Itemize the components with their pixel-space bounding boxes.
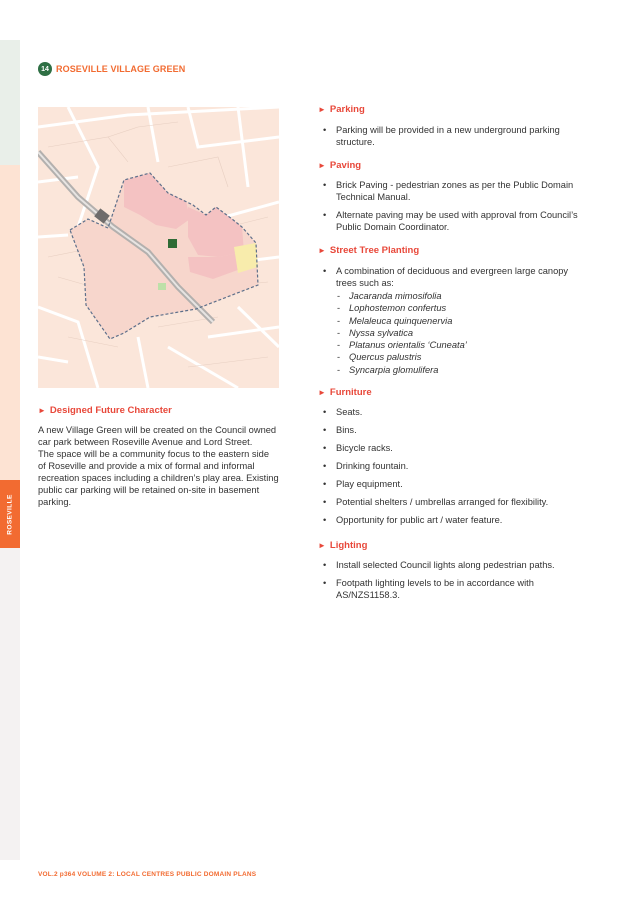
paving-title: Paving — [329, 160, 362, 171]
parking-heading — [318, 104, 365, 115]
furniture-title: Furniture — [329, 387, 372, 398]
species-list — [336, 290, 582, 376]
lighting-list — [322, 559, 582, 607]
parking-list — [322, 124, 582, 154]
side-strip-top — [0, 40, 20, 165]
list-item: • Install selected Council lights along pedestrian paths. — [322, 559, 582, 571]
heading-arrow-icon: ► — [318, 246, 326, 255]
species-item: - Melaleuca quinquenervia — [336, 315, 582, 327]
heading-arrow-icon: ► — [318, 541, 326, 550]
designed-future-character-title: Designed Future Character — [49, 405, 172, 416]
list-item — [322, 265, 582, 376]
lighting-title: Lighting — [329, 540, 368, 551]
paragraph-line: recreation spaces including a children’s play area. Existing — [38, 473, 279, 483]
street-tree-planting-list — [322, 265, 582, 382]
furniture-heading — [318, 387, 372, 398]
section-number-badge: 14 — [38, 62, 52, 76]
species-item: - Platanus orientalis ‘Cuneata’ — [336, 339, 582, 351]
section-header — [38, 62, 185, 76]
list-item: • Brick Paving - pedestrian zones as per the Public Domain Technical Manual. — [322, 179, 582, 203]
heading-arrow-icon: ► — [318, 105, 326, 114]
paving-heading — [318, 160, 361, 171]
paragraph-line: The space will be a community focus to the eastern side — [38, 449, 269, 459]
street-tree-planting-heading — [318, 245, 419, 256]
designed-future-character-heading — [38, 405, 172, 416]
list-item: • Bicycle racks. — [322, 442, 582, 454]
paving-list — [322, 179, 582, 239]
list-item: • Bins. — [322, 424, 582, 436]
designed-future-character-text — [38, 424, 300, 508]
list-item: • Potential shelters / umbrellas arranged for flexibility. — [322, 496, 582, 508]
heading-arrow-icon: ► — [318, 388, 326, 397]
species-item: - Nyssa sylvatica — [336, 327, 582, 339]
paragraph-line: car park between Roseville Avenue and Lord Street. — [38, 437, 253, 447]
list-item: • Parking will be provided in a new underground parking structure. — [322, 124, 582, 148]
heading-arrow-icon: ► — [318, 161, 326, 170]
parking-title: Parking — [329, 104, 365, 115]
side-strip-bottom — [0, 548, 20, 860]
side-strip-middle — [0, 165, 20, 480]
list-item: • Seats. — [322, 406, 582, 418]
species-item: - Jacaranda mimosifolia — [336, 290, 582, 302]
paragraph-line: of Roseville and provide a mix of formal and informal — [38, 461, 255, 471]
side-tab-label-wrap — [0, 480, 20, 548]
list-item: • Opportunity for public art / water feature. — [322, 514, 582, 526]
site-map — [38, 107, 279, 388]
lighting-heading — [318, 540, 367, 551]
species-item: - Lophostemon confertus — [336, 302, 582, 314]
side-tab-label: ROSEVILLE — [6, 493, 14, 535]
furniture-list — [322, 406, 582, 532]
section-title: ROSEVILLE VILLAGE GREEN — [56, 64, 186, 74]
site-map-drawing — [38, 107, 279, 388]
list-item: • Drinking fountain. — [322, 460, 582, 472]
paragraph-line: parking. — [38, 497, 72, 507]
species-item: - Quercus palustris — [336, 351, 582, 363]
paragraph-line: public car parking will be retained on-site in basement — [38, 485, 260, 495]
species-item: - Syncarpia glomulifera — [336, 364, 582, 376]
page-footer: VOL.2 p364 VOLUME 2: LOCAL CENTRES PUBLIC DOMAIN PLANS — [38, 871, 257, 878]
street-tree-intro: A combination of deciduous and evergreen large canopy trees such as: — [336, 266, 569, 288]
list-item: • Play equipment. — [322, 478, 582, 490]
list-item: • Alternate paving may be used with approval from Council’s Public Domain Coordinator. — [322, 209, 582, 233]
list-item: • Footpath lighting levels to be in accordance with AS/NZS1158.3. — [322, 577, 582, 601]
street-tree-planting-title: Street Tree Planting — [329, 245, 420, 256]
heading-arrow-icon: ► — [38, 406, 46, 415]
paragraph-line: A new Village Green will be created on the Council owned — [38, 425, 277, 435]
